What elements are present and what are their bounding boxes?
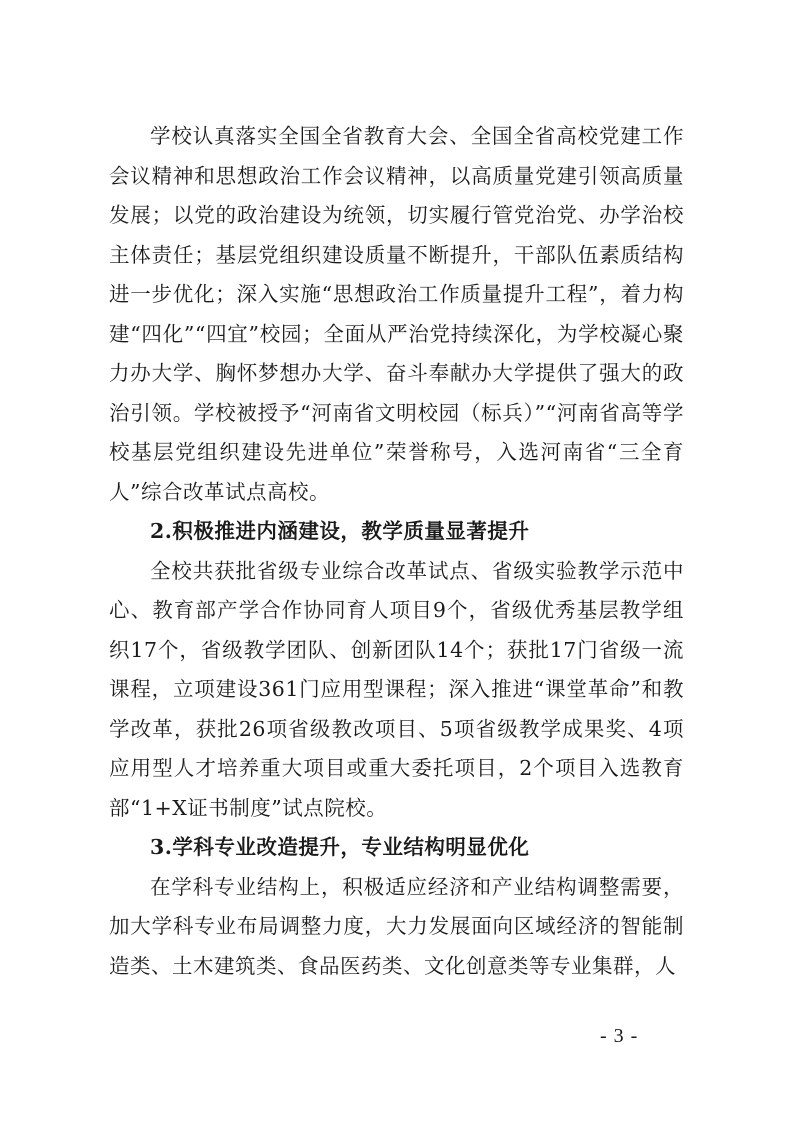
section-heading-discipline-structure: 3.学科专业改造提升，专业结构明显优化 [150, 835, 530, 859]
section-heading-teaching-quality: 2.积极推进内涵建设，教学质量显著提升 [150, 519, 530, 543]
paragraph-discipline-structure: 在学科专业结构上，积极适应经济和产业结构调整需要，加大学科专业布局调整力度，大力发展面向区域经济的智能制造类、土木建筑类、食品医药类、文化创意类等专业集群，人 [109, 874, 684, 978]
document-body [109, 117, 684, 986]
paragraph-party-building: 学校认真落实全国全省教育大会、全国全省高校党建工作会议精神和思想政治工作会议精神，以高质量党建引领高质量发展；以党的政治建设为统领，切实履行管党治党、办学治校主体责任；基层党组织建设质量不断提升，干部队伍素质结构进一步优化；深入实施“思想政治工作质量提升工程”，着力构建“四化”“四宜”校园；全面从严治党持续深化，为学校凝心聚力办大学、胸怀梦想办大学、奋斗奉献办大学提供了强大的政治引领。学校被授予“河南省文明校园（标兵）”“河南省高等学校基层党组织建设先进单位”荣誉称号，入选河南省“三全育人”综合改革试点高校。 [109, 124, 684, 504]
paragraph-teaching-quality: 全校共获批省级专业综合改革试点、省级实验教学示范中心、教育部产学合作协同育人项目9个，省级优秀基层教学组织17个，省级教学团队、创新团队14个；获批17门省级一流课程，立项建设361门应用型课程；深入推进“课堂革命”和教学改革，获批26项省级教改项目、5项省级教学成果奖、4项应用型人才培养重大项目或重大委托项目，2个项目入选教育部“1+X证书制度”试点院校。 [109, 558, 684, 820]
page-number: - 3 - [600, 1025, 639, 1047]
